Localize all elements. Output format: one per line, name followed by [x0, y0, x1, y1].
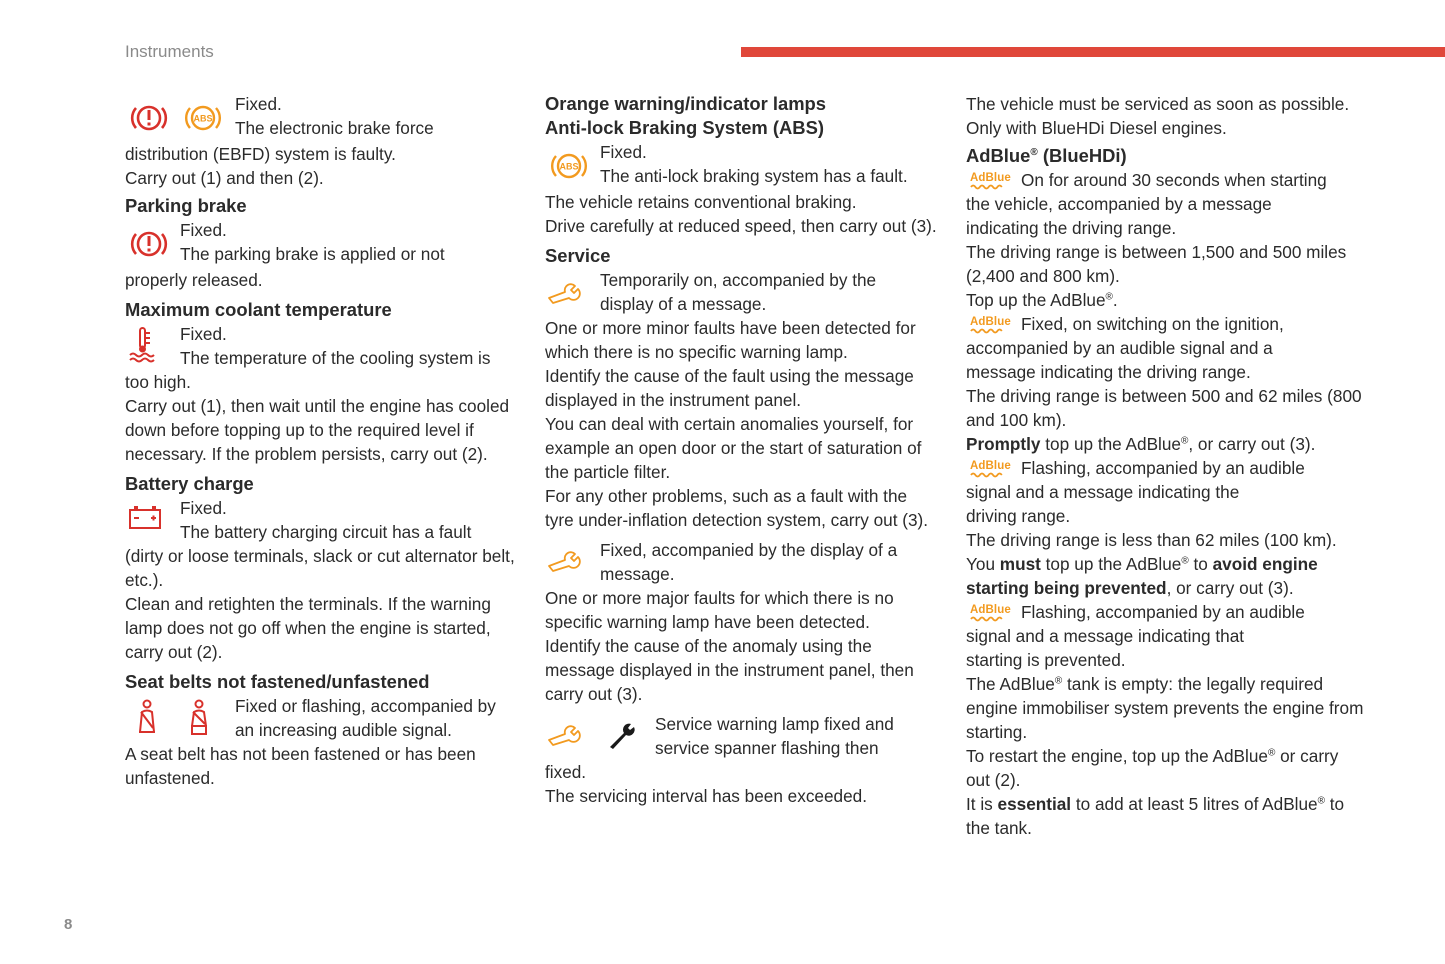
- service-wrench-icon: [545, 272, 585, 312]
- adblue-wave-icon: [970, 184, 1006, 190]
- adblue-4-body-2: To restart the engine, top up the AdBlue® or carry out (2).: [966, 746, 1339, 790]
- service-3-line-1: Service warning lamp fixed and: [655, 714, 894, 734]
- adblue-wave-icon: [970, 472, 1006, 478]
- passenger-seatbelt-icon: [179, 698, 219, 738]
- adblue-2-line-3: message indicating the driving range.: [966, 362, 1251, 382]
- parking-line-2: The parking brake is applied or not: [180, 244, 445, 264]
- abs-warning-icon: [179, 94, 227, 142]
- adblue-entry-4: [966, 600, 1366, 840]
- service-2-line-1: Fixed, accompanied by the display of a: [600, 540, 898, 560]
- abs-body-1: The vehicle retains conventional braking.: [545, 192, 857, 212]
- column-2: [545, 92, 940, 808]
- adblue-3-line-3: driving range.: [966, 506, 1071, 526]
- battery-line-3: (dirty or loose terminals, slack or cut alternator belt, etc.).: [125, 546, 515, 590]
- coolant-line-3: too high.: [125, 372, 191, 392]
- ebfd-line-2: The electronic brake force: [235, 118, 434, 138]
- adblue-title: AdBlue® (BlueHDi): [966, 145, 1127, 166]
- battery-line-2: The battery charging circuit has a fault: [180, 522, 472, 542]
- seatbelt-title: Seat belts not fastened/unfastened: [125, 671, 430, 692]
- seatbelt-icon: [125, 698, 169, 738]
- adblue-entry-2: [966, 312, 1366, 456]
- parking-brake-entry: [125, 218, 515, 292]
- seatbelt-line-2: an increasing audible signal.: [235, 720, 452, 740]
- parking-line-3: properly released.: [125, 270, 263, 290]
- adblue-3-body-2: You must top up the AdBlue® to avoid engine starting being prevented, or carry out (3).: [966, 554, 1318, 598]
- adblue-wave-icon: [970, 616, 1006, 622]
- coolant-title: Maximum coolant temperature: [125, 299, 392, 320]
- adblue-entry-3: [966, 456, 1366, 600]
- battery-entry: [125, 496, 515, 664]
- service-body-4: For any other problems, such as a fault with the tyre under-inflation detection system, carry out (3).: [545, 486, 929, 530]
- abs-title: Anti-lock Braking System (ABS): [545, 117, 824, 138]
- svg-text:ABS: ABS: [193, 113, 213, 124]
- svg-text:ABS: ABS: [559, 161, 579, 172]
- service-body-2: Identify the cause of the fault using the message displayed in the instrument panel.: [545, 366, 914, 410]
- abs-icon: [545, 142, 593, 190]
- abs-line-1: Fixed.: [600, 142, 647, 162]
- ebfd-icons: [125, 92, 235, 142]
- brake-warning-icon: [125, 94, 173, 142]
- abs-body-2: Drive carefully at reduced speed, then carry out (3).: [545, 216, 937, 236]
- adblue-entry-1: [966, 168, 1366, 312]
- ebfd-entry: [125, 92, 515, 190]
- adblue-4-line-1: Flashing, accompanied by an audible: [1021, 602, 1305, 622]
- service-3-line-2: service spanner flashing then: [655, 738, 879, 758]
- battery-body: Clean and retighten the terminals. If the warning lamp does not go off when the engine is started, carry out (2).: [125, 594, 491, 662]
- intro-2: Only with BlueHDi Diesel engines.: [966, 118, 1227, 138]
- service-3-line-3: fixed.: [545, 762, 587, 782]
- spanner-icon: [605, 716, 641, 752]
- service-body-3: You can deal with certain anomalies yourself, for example an open door or the start of saturation of the particle filter.: [545, 414, 922, 482]
- service-entry-2: [545, 538, 940, 706]
- adblue-1-line-2: the vehicle, accompanied by a message: [966, 194, 1272, 214]
- parking-brake-icon: [125, 220, 173, 268]
- service-1-line-2: display of a message.: [600, 294, 767, 314]
- adblue-2-body-2: Promptly top up the AdBlue®, or carry out (3).: [966, 434, 1316, 454]
- adblue-icon: AdBlue: [970, 460, 1011, 472]
- adblue-wave-icon: [970, 328, 1006, 334]
- section-header: Instruments: [125, 42, 214, 61]
- battery-title: Battery charge: [125, 473, 254, 494]
- service-title: Service: [545, 245, 611, 266]
- service-wrench-icon: [545, 714, 585, 754]
- adblue-4-body-3: It is essential to add at least 5 litres of AdBlue® to the tank.: [966, 794, 1345, 838]
- page-number: 8: [64, 916, 73, 933]
- header-accent-bar: [741, 47, 1445, 57]
- service-body-6: Identify the cause of the anomaly using the message displayed in the instrument panel, then carry out (3).: [545, 636, 914, 704]
- adblue-3-line-1: Flashing, accompanied by an audible: [1021, 458, 1305, 478]
- adblue-icon: AdBlue: [970, 316, 1011, 328]
- coolant-line-2: The temperature of the cooling system is: [180, 348, 491, 368]
- adblue-1-line-1: On for around 30 seconds when starting: [1021, 170, 1327, 190]
- battery-icon: [125, 498, 165, 538]
- column-3: [966, 92, 1366, 840]
- adblue-1-body-1: The driving range is between 1,500 and 500 miles (2,400 and 800 km).: [966, 242, 1347, 286]
- service-body-7: The servicing interval has been exceeded.: [545, 786, 867, 806]
- coolant-body: Carry out (1), then wait until the engine has cooled down before topping up to the required level if necessary. If the problem persists, carry out (2).: [125, 396, 510, 464]
- ebfd-line-4: Carry out (1) and then (2).: [125, 168, 324, 188]
- battery-line-1: Fixed.: [180, 498, 227, 518]
- seatbelt-line-1: Fixed or flashing, accompanied by: [235, 696, 496, 716]
- service-wrench-icon: [545, 540, 585, 580]
- adblue-4-line-3: starting is prevented.: [966, 650, 1126, 670]
- coolant-entry: [125, 322, 515, 466]
- service-body-5: One or more major faults for which there is no specific warning lamp have been detected.: [545, 588, 894, 632]
- parking-brake-title: Parking brake: [125, 195, 247, 216]
- ebfd-line-1: Fixed.: [235, 94, 282, 114]
- adblue-1-line-3: indicating the driving range.: [966, 218, 1177, 238]
- adblue-2-line-2: accompanied by an audible signal and a: [966, 338, 1273, 358]
- intro-1: The vehicle must be serviced as soon as possible.: [966, 94, 1350, 114]
- adblue-4-line-2: signal and a message indicating that: [966, 626, 1245, 646]
- adblue-3-body-1: The driving range is less than 62 miles (100 km).: [966, 530, 1337, 550]
- parking-line-1: Fixed.: [180, 220, 227, 240]
- seatbelt-body: A seat belt has not been fastened or has been unfastened.: [125, 744, 476, 788]
- coolant-line-1: Fixed.: [180, 324, 227, 344]
- service-2-line-2: message.: [600, 564, 675, 584]
- coolant-temperature-icon: [125, 324, 165, 364]
- column-1: [125, 92, 515, 790]
- service-1-line-1: Temporarily on, accompanied by the: [600, 270, 877, 290]
- orange-lamps-title: Orange warning/indicator lamps: [545, 93, 827, 114]
- abs-entry: [545, 140, 940, 238]
- service-entry-3: [545, 712, 940, 808]
- adblue-1-body-2: Top up the AdBlue®.: [966, 290, 1118, 310]
- ebfd-line-3: distribution (EBFD) system is faulty.: [125, 144, 396, 164]
- adblue-icon: AdBlue: [970, 172, 1011, 184]
- seatbelt-entry: [125, 694, 515, 790]
- adblue-2-body-1: The driving range is between 500 and 62 miles (800 and 100 km).: [966, 386, 1362, 430]
- adblue-2-line-1: Fixed, on switching on the ignition,: [1021, 314, 1284, 334]
- abs-line-2: The anti-lock braking system has a fault.: [600, 166, 908, 186]
- adblue-icon: AdBlue: [970, 604, 1011, 616]
- service-entry-1: [545, 268, 940, 532]
- service-body-1: One or more minor faults have been detected for which there is no specific warning lamp.: [545, 318, 916, 362]
- adblue-4-body-1: The AdBlue® tank is empty: the legally required engine immobiliser system prevents the engine from starting.: [966, 674, 1364, 742]
- adblue-3-line-2: signal and a message indicating the: [966, 482, 1240, 502]
